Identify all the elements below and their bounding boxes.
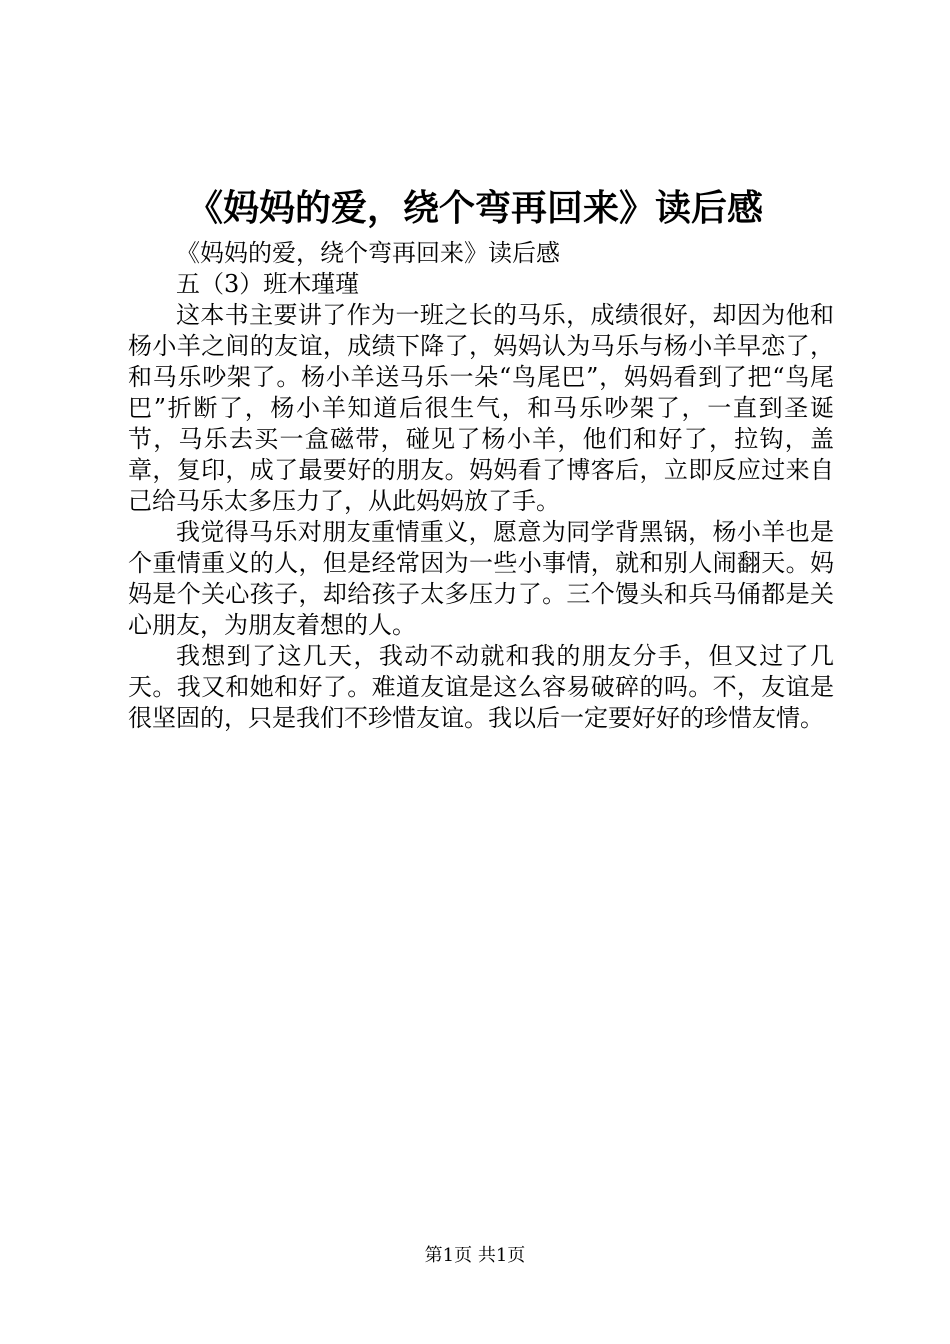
paragraph-2: 我觉得马乐对朋友重情重义，愿意为同学背黑锅，杨小羊也是个重情重义的人，但是经常因为一些小事情，就和别人闹翻天。妈妈是个关心孩子，却给孩子太多压力了。三个馒头和兵马俑都是关心朋友，为朋友着想的人。	[128, 518, 834, 639]
paragraph-1: 这本书主要讲了作为一班之长的马乐，成绩很好，却因为他和杨小羊之间的友谊，成绩下降了，妈妈认为马乐与杨小羊早恋了，和马乐吵架了。杨小羊送马乐一朵“鸟尾巴”，妈妈看到了把“鸟尾巴”折断了，杨小羊知道后很生气，和马乐吵架了，一直到圣诞节，马乐去买一盒磁带，碰见了杨小羊，他们和好了，拉钩，盖章，复印，成了最要好的朋友。妈妈看了博客后，立即反应过来自己给马乐太多压力了，从此妈妈放了手。	[128, 301, 834, 515]
page-title: 《妈妈的爱，绕个弯再回来》读后感	[186, 187, 763, 229]
document-body	[128, 238, 834, 734]
paragraph-3: 我想到了这几天，我动不动就和我的朋友分手，但又过了几天。我又和她和好了。难道友谊是这么容易破碎的吗。不，友谊是很坚固的，只是我们不珍惜友谊。我以后一定要好好的珍惜友情。	[128, 642, 834, 732]
subtitle: 《妈妈的爱，绕个弯再回来》读后感	[176, 239, 560, 267]
page-footer: 第1页 共1页	[424, 1245, 526, 1266]
author-line: 五（3）班木瑾瑾	[176, 270, 360, 298]
